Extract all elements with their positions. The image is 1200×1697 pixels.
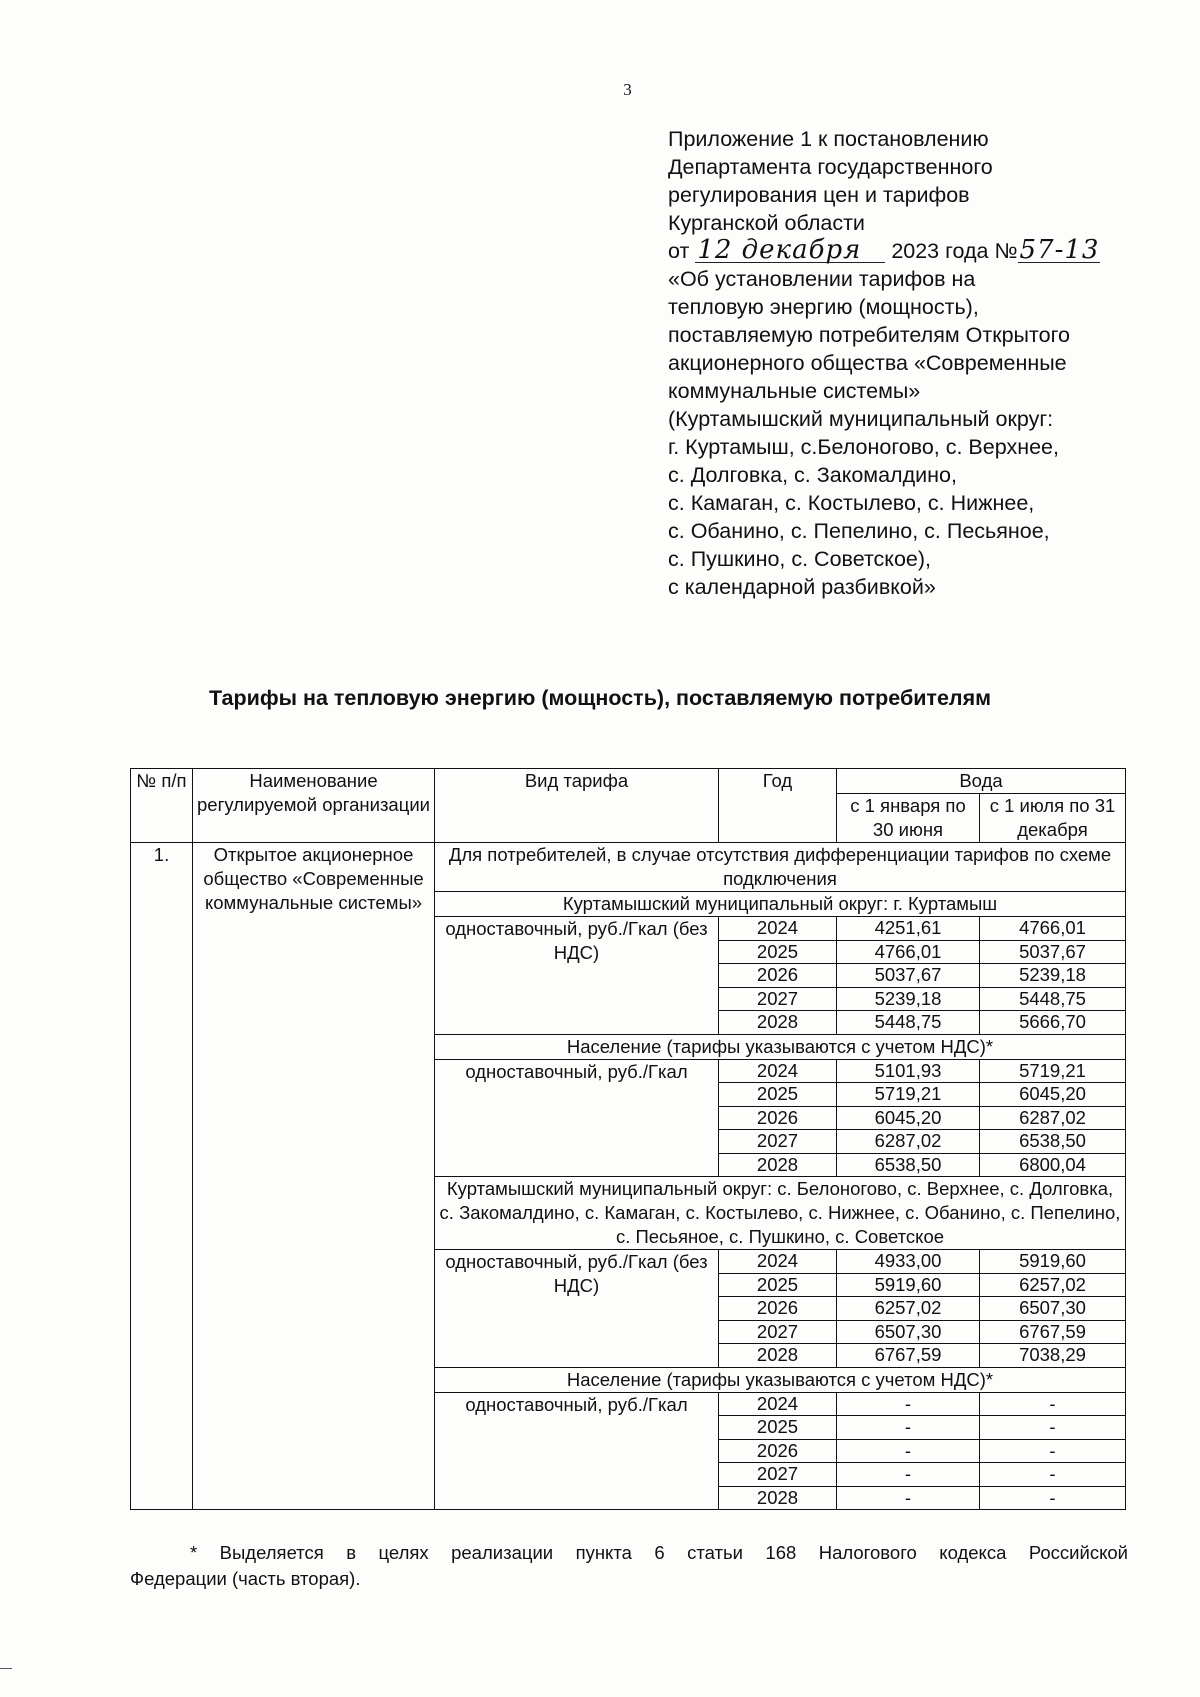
tariff-value-h1: 4251,61 <box>837 917 980 941</box>
appendix-line: г. Куртамыш, с.Белоногово, с. Верхнее, <box>668 435 1059 459</box>
appendix-header <box>668 125 1148 601</box>
handwritten-date: 12 декабря <box>695 238 885 263</box>
footnote-line: Федерации (часть вторая). <box>130 1568 361 1589</box>
appendix-line: с. Пушкино, с. Советское), <box>668 547 931 571</box>
tariff-value-h1: 5239,18 <box>837 987 980 1011</box>
header-row <box>131 769 1126 794</box>
year-cell: 2028 <box>719 1153 837 1177</box>
tariff-value-h2: 5666,70 <box>980 1011 1126 1035</box>
tariff-value-h1: 5101,93 <box>837 1059 980 1083</box>
appendix-line: регулирования цен и тарифов <box>668 183 970 207</box>
table-row <box>131 843 1126 892</box>
header-num: № п/п <box>131 769 193 843</box>
row-number: 1. <box>131 843 193 1510</box>
page-number: 3 <box>623 80 632 99</box>
tariff-value-h2: - <box>980 1463 1126 1487</box>
tariff-value-h2: - <box>980 1486 1126 1510</box>
header-period-2: с 1 июля по 31 декабря <box>980 794 1126 843</box>
section-heading: Для потребителей, в случае отсутствия дифференциации тарифов по схеме подключения <box>435 843 1126 892</box>
year-cell: 2026 <box>719 1439 837 1463</box>
appendix-line: «Об установлении тарифов на <box>668 267 976 291</box>
year-cell: 2024 <box>719 917 837 941</box>
scan-edge-mark <box>0 1668 12 1669</box>
year-cell: 2026 <box>719 1106 837 1130</box>
tariff-value-h1: 5919,60 <box>837 1273 980 1297</box>
header-tariff-type: Вид тарифа <box>435 769 719 843</box>
tariff-value-h1: - <box>837 1439 980 1463</box>
appendix-line: с. Долговка, с. Закомалдино, <box>668 463 957 487</box>
tariff-value-h2: - <box>980 1392 1126 1416</box>
tariff-type: одноставочный, руб./Гкал (без НДС) <box>435 917 719 1035</box>
tariff-value-h2: 6538,50 <box>980 1130 1126 1154</box>
tariff-value-h2: 4766,01 <box>980 917 1126 941</box>
footnote <box>130 1540 1128 1592</box>
tariff-value-h1: - <box>837 1416 980 1440</box>
appendix-line: Приложение 1 к постановлению <box>668 127 989 151</box>
tariff-value-h2: 6767,59 <box>980 1320 1126 1344</box>
tariff-value-h1: 5448,75 <box>837 1011 980 1035</box>
tariff-type: одноставочный, руб./Гкал (без НДС) <box>435 1250 719 1368</box>
tariff-value-h1: 6287,02 <box>837 1130 980 1154</box>
tariff-value-h2: 6257,02 <box>980 1273 1126 1297</box>
appendix-line: с. Камаган, с. Костылево, с. Нижнее, <box>668 491 1035 515</box>
tariff-value-h1: 5037,67 <box>837 964 980 988</box>
tariff-value-h2: - <box>980 1416 1126 1440</box>
decree-date-line <box>668 237 1148 265</box>
tariff-value-h2: 6507,30 <box>980 1297 1126 1321</box>
tariff-value-h1: 6767,59 <box>837 1344 980 1368</box>
section-heading: Куртамышский муниципальный округ: с. Белоногово, с. Верхнее, с. Долговка, с. Закомалдино, с. Камаган, с. Костылево, с. Нижнее, с. Обанино, с. Пепелино, с. Песьяное, с. Пушкино, с. Советское <box>435 1177 1126 1250</box>
year-cell: 2024 <box>719 1059 837 1083</box>
year-cell: 2025 <box>719 1416 837 1440</box>
date-year: 2023 года № <box>891 239 1018 263</box>
header-water: Вода <box>837 769 1126 794</box>
appendix-line: акционерного общества «Современные <box>668 351 1067 375</box>
tariff-type: одноставочный, руб./Гкал <box>435 1059 719 1177</box>
tariff-value-h1: 6257,02 <box>837 1297 980 1321</box>
tariff-value-h1: 6507,30 <box>837 1320 980 1344</box>
header-year: Год <box>719 769 837 843</box>
tariff-type: одноставочный, руб./Гкал <box>435 1392 719 1510</box>
tariff-value-h1: 6045,20 <box>837 1106 980 1130</box>
year-cell: 2027 <box>719 1130 837 1154</box>
tariff-value-h2: 5448,75 <box>980 987 1126 1011</box>
appendix-line: (Куртамышский муниципальный округ: <box>668 407 1054 431</box>
year-cell: 2026 <box>719 964 837 988</box>
tariff-value-h1: 6538,50 <box>837 1153 980 1177</box>
tariff-value-h2: 5037,67 <box>980 940 1126 964</box>
handwritten-decree-number: 57-13 <box>1019 235 1100 265</box>
tariff-value-h2: - <box>980 1439 1126 1463</box>
tariff-value-h1: 4933,00 <box>837 1250 980 1274</box>
appendix-line: с. Обанино, с. Пепелино, с. Песьяное, <box>668 519 1050 543</box>
year-cell: 2025 <box>719 940 837 964</box>
year-cell: 2026 <box>719 1297 837 1321</box>
year-cell: 2027 <box>719 1320 837 1344</box>
appendix-line: с календарной разбивкой» <box>668 575 936 599</box>
organization-name: Открытое акционерное общество «Современные коммунальные системы» <box>193 843 435 1510</box>
group-heading: Население (тарифы указываются с учетом НДС)* <box>435 1034 1126 1059</box>
appendix-line: поставляемую потребителям Открытого <box>668 323 1070 347</box>
header-organization: Наименование регулируемой организации <box>193 769 435 843</box>
tariff-value-h1: 4766,01 <box>837 940 980 964</box>
tariff-value-h2: 6045,20 <box>980 1083 1126 1107</box>
tariff-value-h2: 7038,29 <box>980 1344 1126 1368</box>
section-heading: Куртамышский муниципальный округ: г. Куртамыш <box>435 892 1126 917</box>
year-cell: 2024 <box>719 1250 837 1274</box>
appendix-line: Курганской области <box>668 211 865 235</box>
document-title: Тарифы на тепловую энергию (мощность), поставляемую потребителям <box>208 686 992 710</box>
year-cell: 2025 <box>719 1273 837 1297</box>
appendix-line: Департамента государственного <box>668 155 993 179</box>
tariff-value-h2: 5239,18 <box>980 964 1126 988</box>
year-cell: 2024 <box>719 1392 837 1416</box>
footnote-line: * Выделяется в целях реализации пункта 6 статьи 168 Налогового кодекса Российской <box>190 1542 1128 1563</box>
tariff-table <box>130 768 1126 1510</box>
tariff-value-h1: 5719,21 <box>837 1083 980 1107</box>
header-period-1: с 1 января по 30 июня <box>837 794 980 843</box>
appendix-line: тепловую энергию (мощность), <box>668 295 979 319</box>
tariff-value-h1: - <box>837 1486 980 1510</box>
year-cell: 2028 <box>719 1011 837 1035</box>
tariff-value-h1: - <box>837 1392 980 1416</box>
year-cell: 2027 <box>719 1463 837 1487</box>
tariff-value-h2: 6287,02 <box>980 1106 1126 1130</box>
year-cell: 2027 <box>719 987 837 1011</box>
tariff-value-h2: 5719,21 <box>980 1059 1126 1083</box>
year-cell: 2028 <box>719 1486 837 1510</box>
tariff-value-h2: 5919,60 <box>980 1250 1126 1274</box>
appendix-line: коммунальные системы» <box>668 379 921 403</box>
year-cell: 2028 <box>719 1344 837 1368</box>
year-cell: 2025 <box>719 1083 837 1107</box>
tariff-value-h2: 6800,04 <box>980 1153 1126 1177</box>
tariff-value-h1: - <box>837 1463 980 1487</box>
date-prefix: от <box>668 239 690 263</box>
group-heading: Население (тарифы указываются с учетом НДС)* <box>435 1367 1126 1392</box>
